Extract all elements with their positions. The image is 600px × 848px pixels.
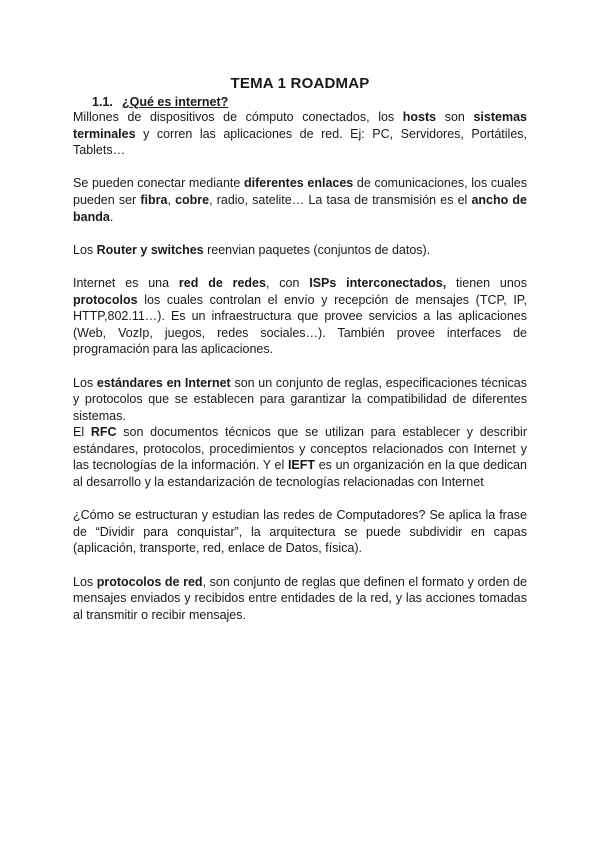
text: , radio, satelite… La tasa de transmisión es el — [209, 192, 472, 207]
bold-term: sistemas terminales — [73, 110, 527, 141]
text: , con — [265, 275, 310, 290]
text: son — [436, 110, 474, 124]
bold-term: diferentes enlaces — [243, 176, 354, 191]
text: tienen unos — [446, 275, 528, 290]
text: . — [109, 209, 114, 224]
text: los cuales controlan el envío y recepción de mensajes (TCP, IP, HTTP,802.11…). Es un infraestructura que provee servicios a las aplicaciones (Web, VozIp, juegos, redes sociales…). También provee interfaces de programación para las aplicaciones. — [73, 292, 527, 357]
paragraph-capas — [73, 507, 527, 557]
bold-term: Router y switches — [96, 242, 204, 257]
text: Millones de dispositivos de cómputo conectados, los — [73, 110, 403, 124]
paragraph-rfc — [73, 424, 527, 490]
text: Los — [73, 574, 97, 589]
text: , — [167, 192, 176, 207]
text: y corren las aplicaciones de red. Ej: PC, Servidores, Portátiles, Tablets… — [73, 126, 527, 158]
paragraph-protocolos — [73, 574, 527, 624]
section-heading-text: ¿Qué es internet? — [122, 95, 229, 109]
text: es un organización en la que dedican al desarrollo y la estandarización de tecnologías relacionadas con Internet — [73, 458, 528, 490]
bold-term: RFC — [90, 425, 117, 440]
text: reenvian paquetes (conjuntos de datos). — [203, 242, 431, 257]
paragraph-estandares — [73, 375, 527, 425]
section-number: 1.1. — [92, 95, 113, 109]
bold-term: protocolos de red — [96, 574, 203, 589]
paragraph-enlaces — [73, 175, 527, 225]
text: son un conjunto de reglas, especificaciones técnicas y protocolos que se establecen para garantizar la compatibilidad de diferentes sistemas. — [73, 375, 527, 423]
bold-term: fibra — [140, 192, 168, 207]
text: Los — [73, 375, 97, 390]
bold-term: ISPs interconectados, — [309, 275, 447, 290]
paragraph-router — [73, 242, 527, 259]
bold-term: IEFT — [287, 458, 316, 473]
section-heading — [92, 95, 228, 109]
bold-term: estándares en Internet — [96, 375, 231, 390]
text: El — [73, 425, 91, 440]
bold-term: ancho de banda — [73, 192, 527, 224]
bold-term: red de redes — [178, 275, 266, 290]
document-title: TEMA 1 ROADMAP — [230, 75, 370, 92]
text: , son conjunto de reglas que definen el formato y orden de mensajes enviados y recibidos entre entidades de la red, y las acciones tomadas al transmitir o recibir mensajes. — [73, 574, 527, 622]
paragraph-red-de-redes — [73, 275, 527, 358]
document-body — [73, 109, 527, 640]
text: son documentos técnicos que se utilizan para establecer y describir estándares, protocolos, procedimientos y conceptos relacionados con Internet y las tecnologías de la información. Y el — [73, 425, 527, 473]
paragraph-hosts — [73, 109, 527, 159]
text: ¿Cómo se estructuran y estudian las redes de Computadores? Se aplica la frase de “Dividir para conquistar”, la arquitectura se puede subdividir en capas (aplicación, transporte, red, enlace de Datos, física). — [73, 508, 527, 556]
text: de comunicaciones, los cuales pueden ser — [73, 176, 527, 207]
text: Se pueden conectar mediante — [73, 176, 244, 191]
text: Los — [73, 242, 97, 257]
text: Internet es una — [73, 275, 179, 290]
bold-term: cobre — [175, 192, 210, 207]
bold-term: hosts — [402, 110, 437, 124]
bold-term: protocolos — [73, 292, 138, 307]
